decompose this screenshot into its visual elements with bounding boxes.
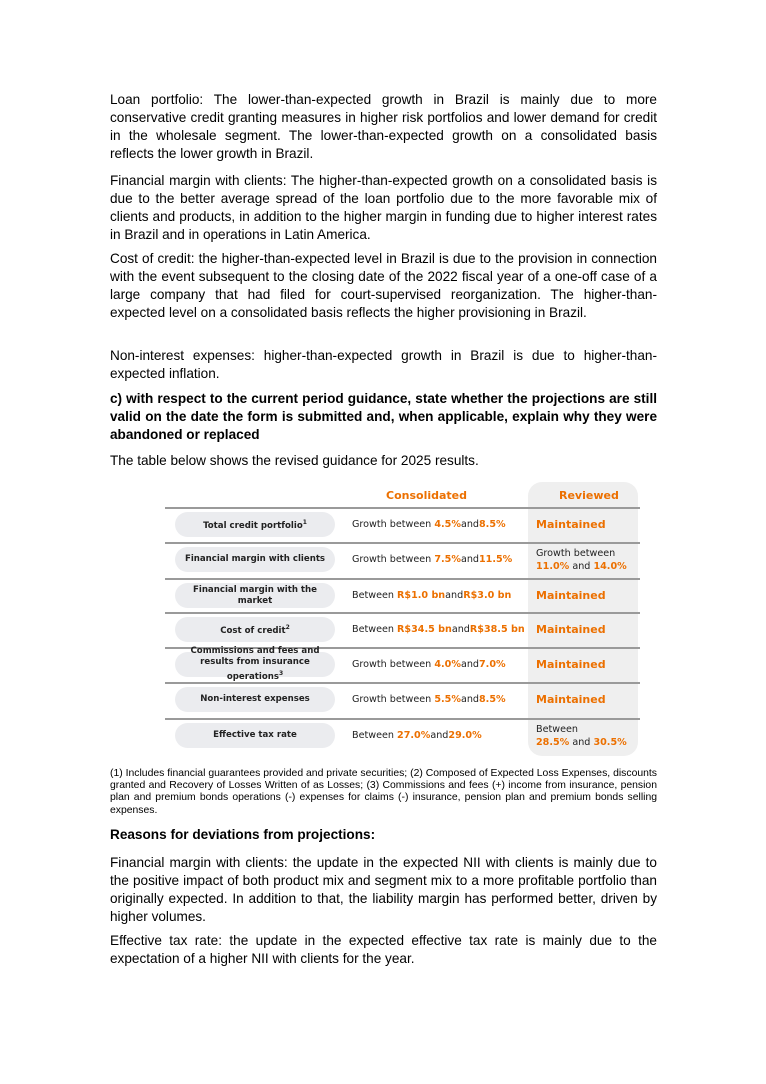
- table-row: [110, 718, 645, 753]
- reviewed-value: [536, 542, 627, 577]
- table-row: [110, 578, 645, 613]
- consolidated-value: [352, 507, 506, 542]
- paragraph-financial-margin: Financial margin with clients: The higher-than-expected growth on a consolidated basis is due to the better average spread of the loan portfolio due to the more favorable mix of clients and products, in addition to the higher margin in funding due to higher interest rates in Brazil and in operations in Latin America.: [110, 173, 657, 242]
- consolidated-prefix: Growth between: [352, 554, 432, 565]
- reviewed-value: [536, 718, 627, 753]
- paragraph-reason-tax: Effective tax rate: the update in the expected effective tax rate is mainly due to the expectation of a higher NII with clients for the year.: [110, 933, 657, 966]
- reviewed-prefix: Growth between: [536, 547, 616, 559]
- consolidated-high: 8.5%: [479, 694, 506, 705]
- reviewed-value: [536, 682, 606, 717]
- consolidated-high: 7.0%: [479, 659, 506, 670]
- row-label-text: Cost of credit: [220, 625, 286, 636]
- paragraph-loan-portfolio: Loan portfolio: The lower-than-expected growth in Brazil is mainly due to more conservative credit granting measures in higher risk portfolios and lower demand for credit in the wholesale segment. The lower-than-expected growth on a consolidated basis reflects the lower growth in Brazil.: [110, 92, 657, 161]
- consolidated-high: R$38.5 bn: [469, 624, 525, 635]
- reviewed-value: [536, 578, 606, 613]
- consolidated-prefix: Growth between: [352, 659, 432, 670]
- consolidated-prefix: Between: [352, 590, 394, 601]
- consolidated-prefix: Growth between: [352, 694, 432, 705]
- reviewed-connector: and: [569, 736, 594, 748]
- paragraph-cost-of-credit: Cost of credit: the higher-than-expected level in Brazil is due to the provision in connection with the event subsequent to the closing date of the 2022 fiscal year of a one-off case of a large company that had filed for court-supervised reorganization. The higher-than-expected level on a consolidated basis reflects the higher provisioning in Brazil.: [110, 251, 657, 320]
- header-reviewed: Reviewed: [559, 489, 619, 502]
- paragraph-non-interest-expenses: Non-interest expenses: higher-than-expected growth in Brazil is due to higher-than-expected inflation.: [110, 348, 657, 381]
- header-consolidated: Consolidated: [386, 489, 467, 502]
- section-heading-c: c) with respect to the current period guidance, state whether the projections are still valid on the date the form is submitted and, when applicable, explain why they were abandoned or replaced: [110, 391, 657, 442]
- consolidated-high: 29.0%: [448, 730, 482, 741]
- table-row: [110, 612, 645, 647]
- table-row: [110, 507, 645, 542]
- reviewed-status: Maintained: [536, 623, 606, 636]
- row-label-text: Effective tax rate: [213, 730, 297, 740]
- reviewed-status: Maintained: [536, 589, 606, 602]
- reviewed-value: [536, 612, 606, 647]
- consolidated-high: R$3.0 bn: [463, 590, 512, 601]
- consolidated-value: [352, 578, 511, 613]
- consolidated-value: [352, 647, 506, 682]
- consolidated-connector: and: [460, 659, 479, 670]
- table-row: [110, 542, 645, 577]
- reviewed-high: 14.0%: [593, 560, 627, 572]
- row-label: [175, 512, 335, 537]
- reviewed-value: [536, 647, 606, 682]
- reviewed-high: 30.5%: [593, 736, 627, 748]
- table-row: [110, 682, 645, 717]
- consolidated-connector: and: [445, 590, 464, 601]
- consolidated-value: [352, 682, 506, 717]
- row-label: [175, 583, 335, 608]
- table-row: [110, 647, 645, 682]
- row-label-text: Financial margin with the market: [193, 584, 317, 606]
- consolidated-low: R$34.5 bn: [397, 624, 452, 635]
- consolidated-connector: and: [460, 694, 479, 705]
- consolidated-prefix: Growth between: [352, 519, 432, 530]
- row-label: [175, 687, 335, 712]
- consolidated-prefix: Between: [352, 624, 394, 635]
- consolidated-connector: and: [430, 730, 449, 741]
- consolidated-low: R$1.0 bn: [397, 590, 446, 601]
- reviewed-value: [536, 507, 606, 542]
- row-label: [175, 547, 335, 572]
- reasons-heading: Reasons for deviations from projections:: [110, 827, 376, 842]
- table-footnote: (1) Includes financial guarantees provided and private securities; (2) Composed of Expected Loss Expenses, discounts granted and Recovery of Losses Written of as Losses; (3) Commissions and fees (+) income from insurance, pension plan and premium bonds operations (-) expenses for claims (-) insurance, pension plan and premium bonds selling expenses.: [110, 768, 657, 816]
- consolidated-connector: and: [451, 624, 470, 635]
- consolidated-low: 27.0%: [397, 730, 431, 741]
- row-label: [175, 617, 335, 642]
- footnote-marker: 2: [285, 624, 290, 632]
- guidance-table: [110, 480, 645, 758]
- consolidated-value: [352, 612, 525, 647]
- reviewed-prefix: Between: [536, 723, 578, 735]
- row-label-text: Non-interest expenses: [200, 694, 310, 704]
- reviewed-status: Maintained: [536, 658, 606, 671]
- consolidated-connector: and: [460, 554, 479, 565]
- consolidated-value: [352, 718, 482, 753]
- footnote-marker: 3: [278, 670, 284, 678]
- row-label-text: Total credit portfolio: [203, 520, 303, 531]
- footnote-marker: 1: [302, 519, 307, 527]
- row-label-text: Financial margin with clients: [184, 554, 326, 564]
- reviewed-low: 28.5%: [536, 736, 570, 748]
- consolidated-high: 8.5%: [479, 519, 506, 530]
- consolidated-low: 5.5%: [434, 694, 461, 705]
- consolidated-prefix: Between: [352, 730, 394, 741]
- reviewed-connector: and: [569, 560, 594, 572]
- consolidated-value: [352, 542, 512, 577]
- row-label-text: Commissions and fees and results from insurance operations: [190, 646, 320, 682]
- paragraph-reason-margin: Financial margin with clients: the update in the expected NII with clients is mainly due to the positive impact of both product mix and segment mix to a more profitable portfolio than originally expected. In addition to that, the liability margin has performed better, driven by higher volumes.: [110, 855, 657, 924]
- reviewed-low: 11.0%: [536, 560, 570, 572]
- consolidated-low: 4.0%: [434, 659, 461, 670]
- consolidated-connector: and: [460, 519, 479, 530]
- table-intro: The table below shows the revised guidance for 2025 results.: [110, 453, 479, 468]
- reviewed-status: Maintained: [536, 518, 606, 531]
- row-label: [175, 723, 335, 748]
- consolidated-low: 7.5%: [434, 554, 461, 565]
- consolidated-high: 11.5%: [479, 554, 513, 565]
- reviewed-status: Maintained: [536, 693, 606, 706]
- row-label: [175, 646, 335, 682]
- consolidated-low: 4.5%: [434, 519, 461, 530]
